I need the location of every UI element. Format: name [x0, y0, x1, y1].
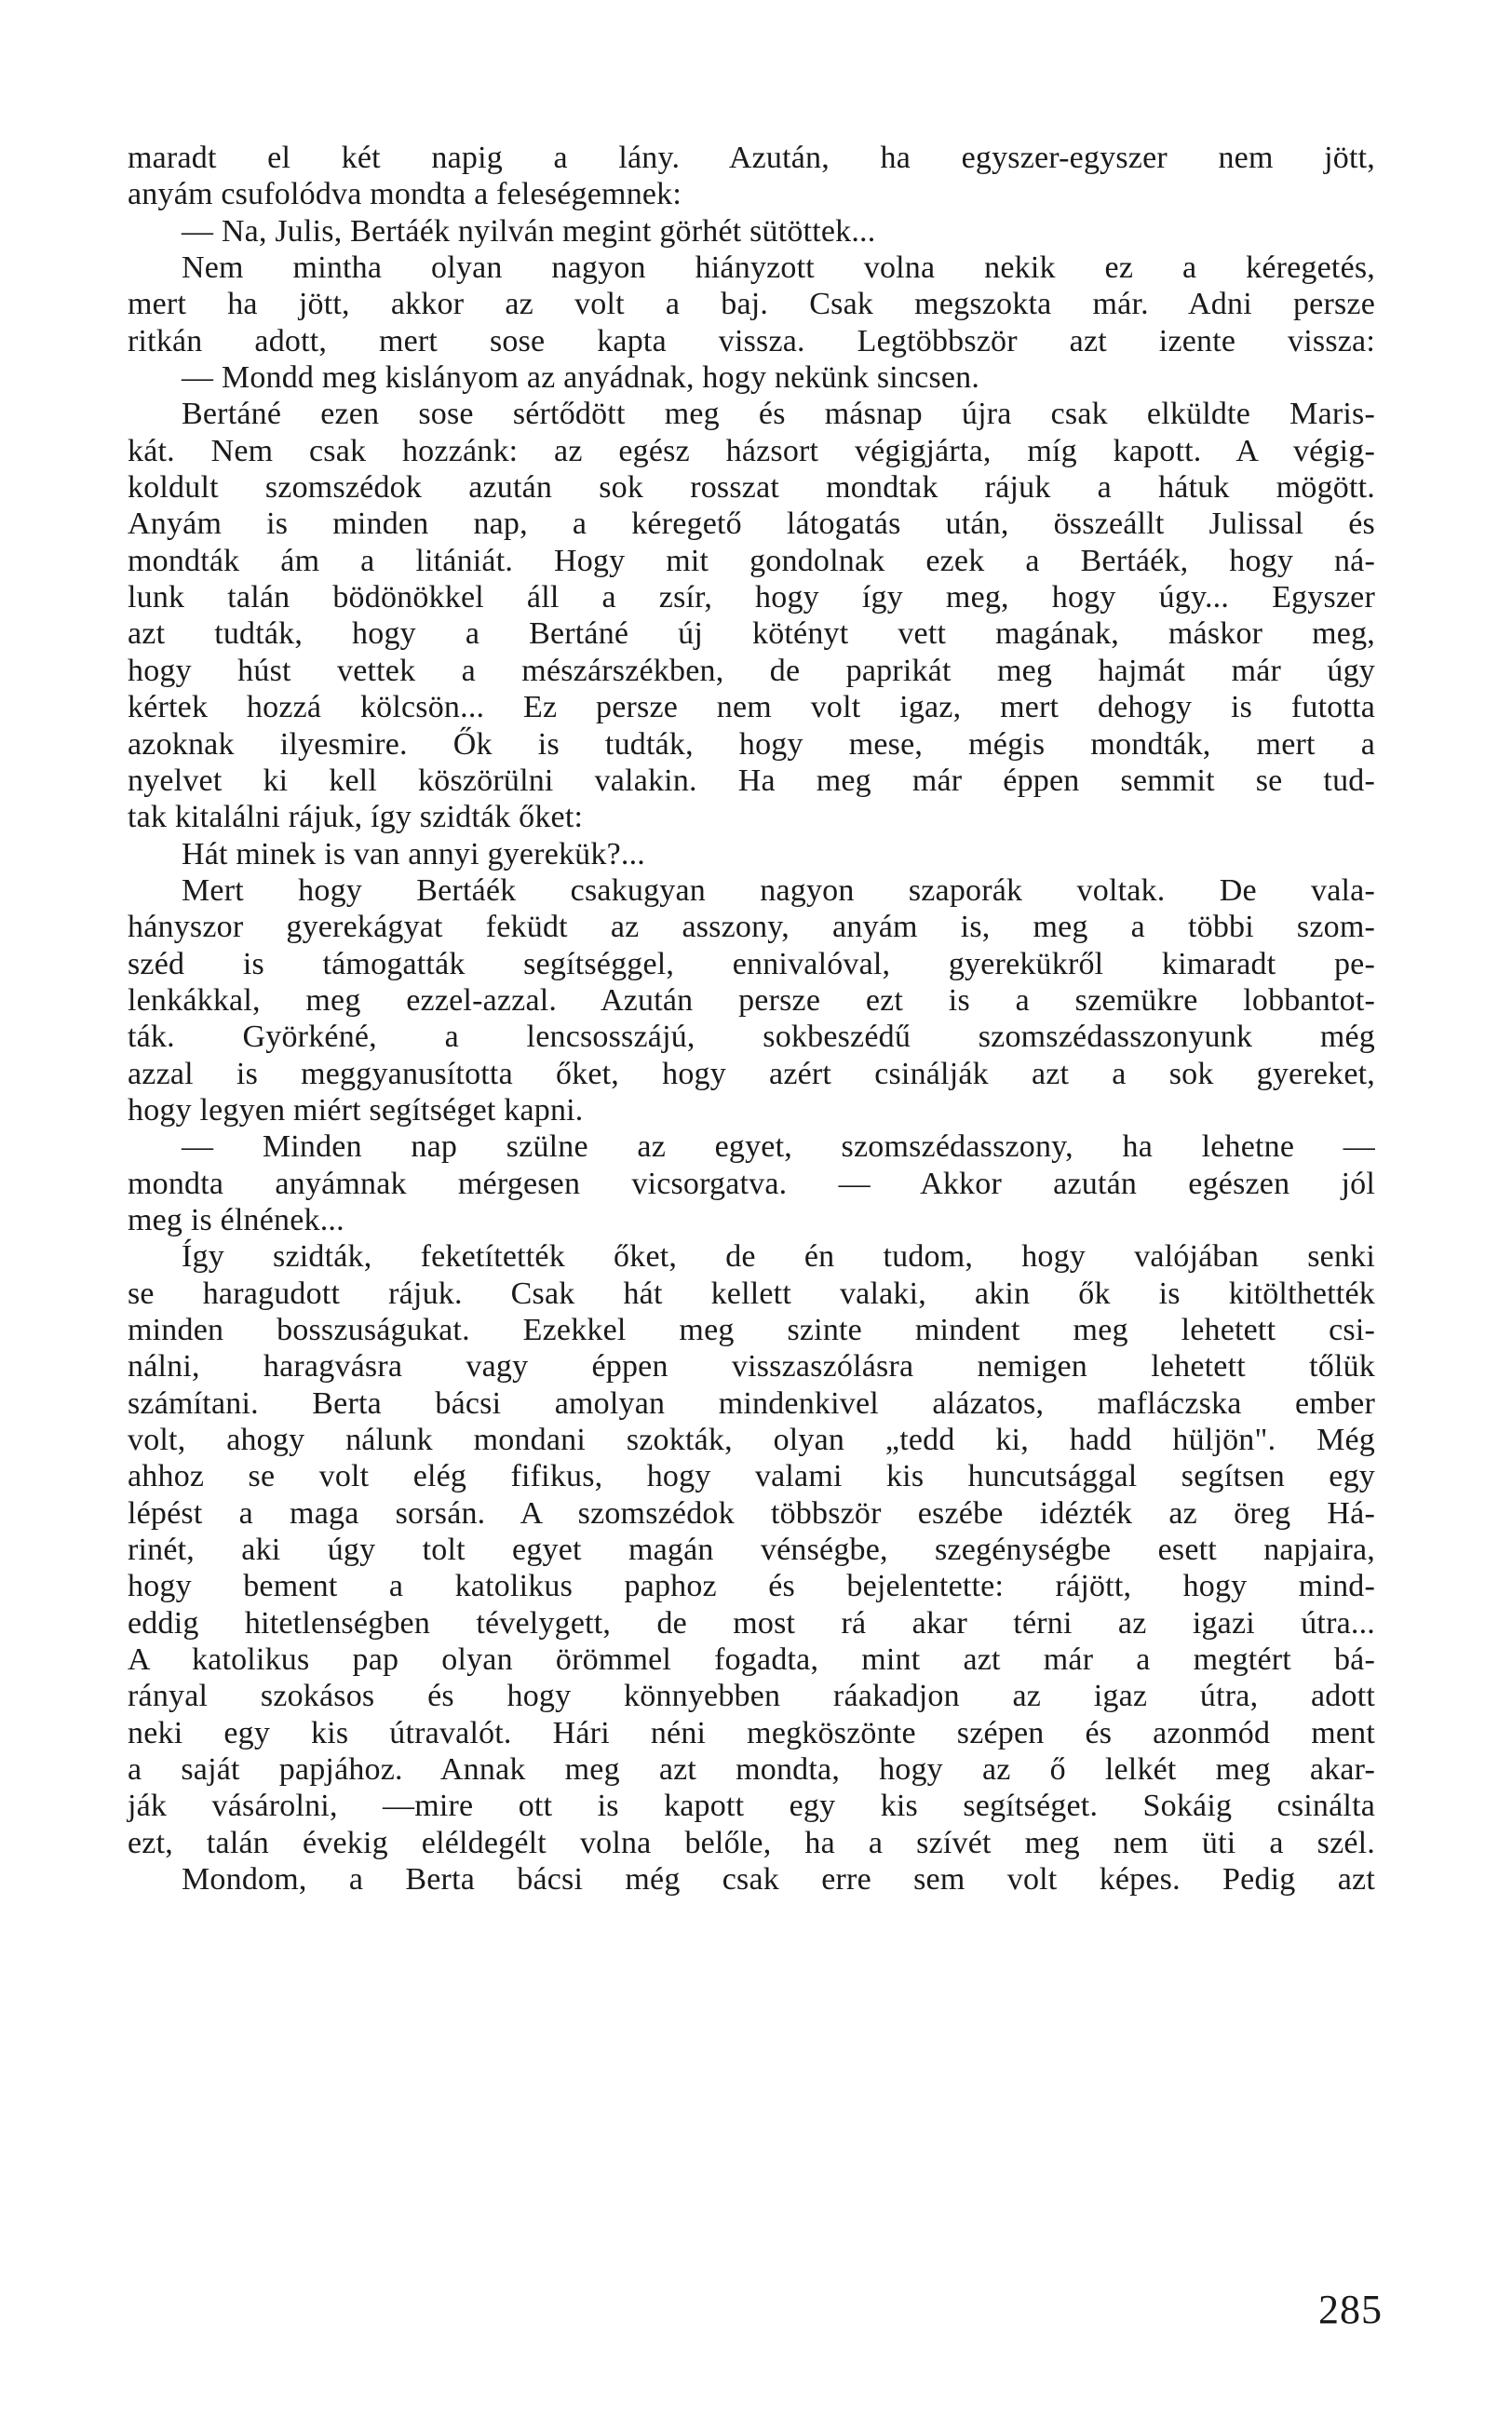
- text-line: a saját papjához. Annak meg azt mondta, hogy az ő lelkét meg akar-: [128, 1752, 1375, 1788]
- text-line: ritkán adott, mert sose kapta vissza. Legtöbbször azt izente vissza:: [128, 323, 1375, 358]
- text-line: meg is élnének...: [128, 1202, 344, 1237]
- text-line: ahhoz se volt elég fifikus, hogy valami kis huncutsággal segítsen egy: [128, 1459, 1375, 1494]
- text-line: Bertáné ezen sose sértődött meg és másnap újra csak elküldte Maris-: [182, 397, 1375, 432]
- text-line: ják vásárolni, —mire ott is kapott egy kis segítséget. Sokáig csinálta: [128, 1789, 1375, 1824]
- text-line: lunk talán bödönökkel áll a zsír, hogy így meg, hogy úgy... Egyszer: [128, 580, 1375, 615]
- text-line: nyelvet ki kell köszörülni valakin. Ha meg már éppen semmit se tud-: [128, 763, 1375, 798]
- text-line: széd is támogatták segítséggel, ennivalóval, gyerekükről kimaradt pe-: [128, 946, 1375, 981]
- text-line: tak kitalálni rájuk, így szidták őket:: [128, 800, 584, 835]
- text-line: — Na, Julis, Bertáék nyilván megint görhét sütöttek...: [182, 213, 876, 249]
- text-line: kát. Nem csak hozzánk: az egész házsort végigjárta, míg kapott. A végig-: [128, 433, 1375, 468]
- text-line: A katolikus pap olyan örömmel fogadta, mint azt már a megtért bá-: [128, 1642, 1375, 1678]
- text-line: lépést a maga sorsán. A szomszédok többször eszébe idézték az öreg Há-: [128, 1495, 1375, 1531]
- text-line: azoknak ilyesmire. Ők is tudták, hogy mese, mégis mondták, mert a: [128, 726, 1375, 762]
- text-line: hogy legyen miért segítséget kapni.: [128, 1092, 584, 1128]
- text-line: Nem mintha olyan nagyon hiányzott volna nekik ez a kéregetés,: [182, 250, 1375, 286]
- page-number: 285: [1318, 2287, 1383, 2332]
- text-line: hogy bement a katolikus paphoz és bejelentette: rájött, hogy mind-: [128, 1569, 1375, 1604]
- text-line: ezt, talán évekig eléldegélt volna belőle, ha a szívét meg nem üti a szél.: [128, 1825, 1375, 1860]
- text-line: ták. Györkéné, a lencsosszájú, sokbeszédű szomszédasszonyunk még: [128, 1020, 1375, 1055]
- text-line: Így szidták, feketítették őket, de én tudom, hogy valójában senki: [182, 1239, 1375, 1275]
- text-line: Hát minek is van annyi gyerekük?...: [182, 836, 645, 871]
- text-line: — Mondd meg kislányom az anyádnak, hogy nekünk sincsen.: [182, 360, 980, 396]
- text-line: eddig hitetlenségben tévelygett, de most rá akar térni az igazi útra...: [128, 1605, 1375, 1641]
- text-line: mert ha jött, akkor az volt a baj. Csak megszokta már. Adni persze: [128, 287, 1375, 322]
- text-line: hogy húst vettek a mészárszékben, de paprikát meg hajmát már úgy: [128, 653, 1375, 688]
- text-line: neki egy kis útravalót. Hári néni megköszönte szépen és azonmód ment: [128, 1715, 1375, 1750]
- text-line: volt, ahogy nálunk mondani szokták, olyan „tedd ki, hadd hüljön". Még: [128, 1423, 1375, 1458]
- text-line: számítani. Berta bácsi amolyan mindenkivel alázatos, mafláczska ember: [128, 1385, 1375, 1421]
- text-line: maradt el két napig a lány. Azután, ha egyszer-egyszer nem jött,: [128, 141, 1375, 175]
- text-line: minden bosszuságukat. Ezekkel meg szinte mindent meg lehetett csi-: [128, 1313, 1375, 1347]
- text-line: nálni, haragvásra vagy éppen visszaszólásra nemigen lehetett tőlük: [128, 1349, 1375, 1385]
- text-line: Anyám is minden nap, a kéregető látogatás után, összeállt Julissal és: [128, 507, 1375, 542]
- text-line: Mert hogy Bertáék csakugyan nagyon szaporák voltak. De vala-: [182, 872, 1375, 908]
- text-line: — Minden nap szülne az egyet, szomszédasszony, ha lehetne —: [182, 1129, 1375, 1165]
- text-line: mondta anyámnak mérgesen vicsorgatva. — Akkor azután egészen jól: [128, 1166, 1375, 1201]
- text-line: kértek hozzá kölcsön... Ez persze nem volt igaz, mert dehogy is futotta: [128, 690, 1375, 725]
- text-line: azzal is meggyanusította őket, hogy azért csinálják azt a sok gyereket,: [128, 1056, 1375, 1091]
- text-line: azt tudták, hogy a Bertáné új kötényt vett magának, máskor meg,: [128, 616, 1375, 652]
- text-line: anyám csufolódva mondta a feleségemnek:: [128, 177, 682, 212]
- text-line: lenkákkal, meg ezzel-azzal. Azután persze ezt is a szemükre lobbantot-: [128, 982, 1375, 1018]
- text-line: se haragudott rájuk. Csak hát kellett valaki, akin ők is kitölthették: [128, 1276, 1375, 1311]
- text-line: mondták ám a litániát. Hogy mit gondolnak ezek a Bertáék, hogy ná-: [128, 543, 1375, 578]
- text-line: Mondom, a Berta bácsi még csak erre sem volt képes. Pedig azt: [182, 1862, 1375, 1898]
- text-line: rinét, aki úgy tolt egyet magán vénségbe, szegénységbe esett napjaira,: [128, 1533, 1375, 1568]
- text-line: rányal szokásos és hogy könnyebben ráakadjon az igaz útra, adott: [128, 1679, 1375, 1714]
- body-text: [128, 140, 1375, 1898]
- text-line: hányszor gyerekágyat feküdt az asszony, anyám is, meg a többi szom-: [128, 910, 1375, 945]
- text-line: koldult szomszédok azután sok rosszat mondtak rájuk a hátuk mögött.: [128, 470, 1375, 506]
